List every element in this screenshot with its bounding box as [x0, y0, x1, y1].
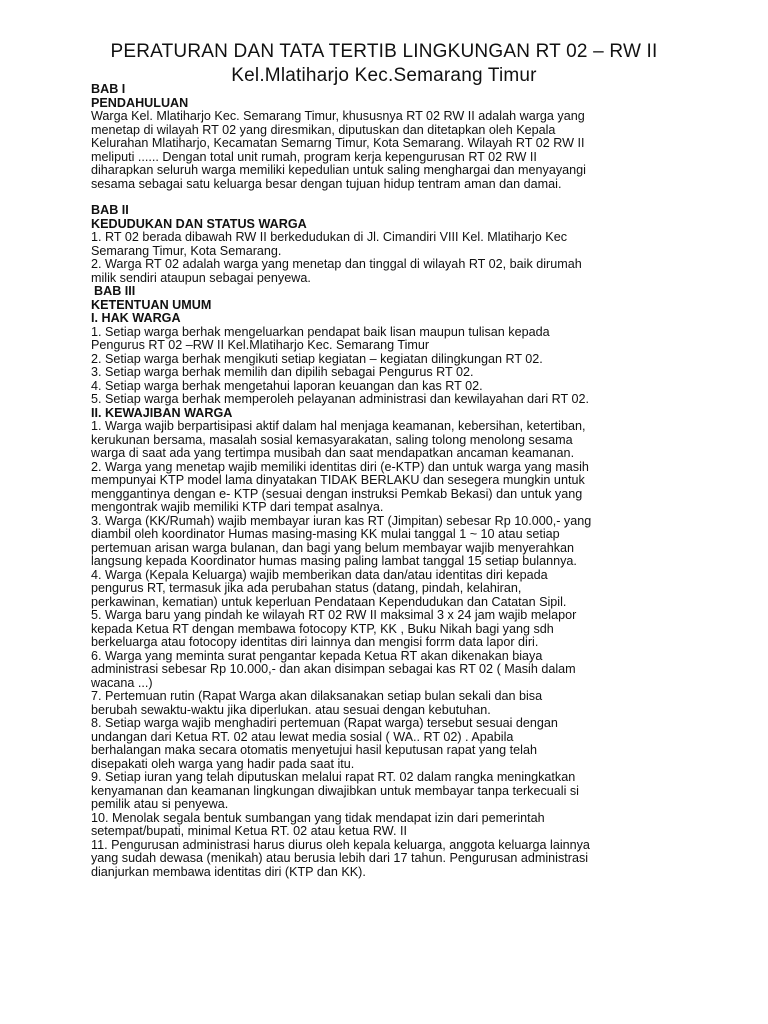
text-line: 10. Menolak segala bentuk sumbangan yang tidak mendapat izin dari pemerintah	[91, 810, 545, 825]
section-spacer	[91, 191, 711, 204]
text-line: yang sudah dewasa (menikah) atau berusia lebih dari 17 tahun. Pengurusan administrasi	[91, 851, 589, 865]
text-line: 11. Pengurusan administrasi harus diurus oleh kepala keluarga, anggota keluarga lainnya	[91, 837, 590, 852]
kewajiban-warga-heading: II. KEWAJIBAN WARGA	[91, 405, 233, 420]
text-line: 2. Warga yang menetap wajib memiliki identitas diri (e-KTP) dan untuk warga yang masih	[91, 459, 589, 474]
text-line: 1. Warga wajib berpartisipasi aktif dalam hal menjaga keamanan, kebersihan, ketertiban,	[91, 419, 586, 433]
kewajiban-warga-text	[91, 420, 711, 879]
bab-3-subheading: KETENTUAN UMUM	[91, 297, 212, 312]
bab-2-text	[91, 231, 711, 285]
text-line: meliputi ...... Dengan total unit rumah, program kerja kepengurusan RT 02 RW II	[91, 149, 537, 164]
text-line: warga di saat ada yang tertimpa musibah dan saat mendapatkan ancaman keamanan.	[91, 446, 575, 460]
text-line: 1. Setiap warga berhak mengeluarkan pendapat baik lisan maupun tulisan kepada	[91, 324, 550, 339]
text-line: Warga Kel. Mlatiharjo Kec. Semarang Timur, khususnya RT 02 RW II adalah warga yang	[91, 109, 585, 123]
text-line: perkawinan, kematian) untuk keperluan Pendataan Kependudukan dan Catatan Sipil.	[91, 594, 567, 609]
text-line: setempat/bupati, minimal Ketua RT. 02 atau ketua RW. II	[91, 824, 407, 838]
text-line: pemilik atau si penyewa.	[91, 797, 229, 811]
text-line: menetap di wilayah RT 02 yang diresmikan, diputuskan dan ditetapkan oleh Kepala	[91, 122, 556, 137]
text-line: disepakati oleh warga yang hadir pada saat itu.	[91, 756, 355, 771]
text-line: mempunyai KTP model lama dinyatakan TIDAK BERLAKU dan sesegera mungkin untuk	[91, 473, 585, 487]
text-line: 2. Warga RT 02 adalah warga yang menetap dan tinggal di wilayah RT 02, baik dirumah	[91, 257, 582, 271]
bab-1-subheading: PENDAHULUAN	[91, 95, 189, 110]
text-line: 5. Warga baru yang pindah ke wilayah RT 02 RW II maksimal 3 x 24 jam wajib melapor	[91, 608, 577, 622]
text-line: kerukunan bersama, masalah sosial kemasyarakatan, saling tolong menolong sesama	[91, 432, 573, 447]
text-line: menggantinya dengan e- KTP (sesuai dengan instruksi Pemkab Bekasi) dan untuk yang	[91, 486, 583, 501]
bab-2-subheading: KEDUDUKAN DAN STATUS WARGA	[91, 216, 307, 231]
text-line: Semarang Timur, Kota Semarang.	[91, 243, 282, 258]
text-line: dianjurkan membawa identitas diri (KTP dan KK).	[91, 864, 366, 879]
text-line: pertemuan arisan warga bulanan, dan bagi yang belum membayar wajib menyerahkan	[91, 540, 575, 555]
text-line: berubah sewaktu-waktu jika diperlukan. atau sesuai dengan kebutuhan.	[91, 702, 491, 717]
text-line: 8. Setiap warga wajib menghadiri pertemuan (Rapat warga) tersebut sesuai dengan	[91, 716, 558, 730]
bab-1-text	[91, 110, 711, 191]
text-line: 3. Setiap warga berhak memilih dan dipilih sebagai Pengurus RT 02.	[91, 365, 474, 379]
text-line: undangan dari Ketua RT. 02 atau lewat media sosial ( WA.. RT 02) . Apabila	[91, 729, 514, 744]
bab-2-section	[91, 204, 711, 285]
text-line: Kelurahan Mlatiharjo, Kecamatan Semarng Timur, Kota Semarang. Wilayah RT 02 RW II	[91, 136, 585, 150]
text-line: diambil oleh koordinator Humas masing-masing KK mulai tanggal 1 ~ 10 atau setiap	[91, 527, 560, 541]
text-line: 3. Warga (KK/Rumah) wajib membayar iuran kas RT (Jimpitan) sebesar Rp 10.000,- yang	[91, 513, 592, 528]
text-line: sesama sebagai satu keluarga besar dengan tujuan hidup tentram aman dan damai.	[91, 176, 562, 191]
text-line: mengontrak wajib memiliki KTP dari tempat asalnya.	[91, 500, 384, 514]
bab-1-heading: BAB I	[91, 82, 126, 96]
text-line: 7. Pertemuan rutin (Rapat Warga akan dilaksanakan setiap bulan sekali dan bisa	[91, 689, 543, 703]
text-line: 2. Setiap warga berhak mengikuti setiap kegiatan – kegiatan dilingkungan RT 02.	[91, 351, 543, 366]
hak-warga-heading: I. HAK WARGA	[91, 311, 181, 325]
text-line: 1. RT 02 berada dibawah RW II berkedudukan di Jl. Cimandiri VIII Kel. Mlatiharjo Kec	[91, 230, 568, 244]
document-title	[0, 40, 768, 88]
text-line: berkeluarga atau fotocopy identitas diri lainnya dan mengisi forrm data lapor diri.	[91, 635, 539, 649]
title-line-1: PERATURAN DAN TATA TERTIB LINGKUNGAN RT 02 – RW II	[110, 41, 658, 62]
text-line: administrasi sebesar Rp 10.000,- dan akan disimpan sebagai kas RT 02 ( Masih dalam	[91, 662, 576, 676]
text-line: wacana ...)	[91, 675, 153, 690]
bab-2-heading: BAB II	[91, 203, 129, 217]
text-line: milik sendiri ataupun sebagai penyewa.	[91, 270, 311, 285]
text-line: 4. Setiap warga berhak mengetahui laporan keuangan dan kas RT 02.	[91, 378, 483, 393]
text-line: langsung kepada Koordinator humas masing paling lambat tanggal 15 setiap bulannya.	[91, 554, 577, 568]
text-line: 4. Warga (Kepala Keluarga) wajib memberikan data dan/atau identitas diri kepada	[91, 567, 548, 582]
text-line: diharapkan seluruh warga memiliki kepedulian untuk saling menghargai dan menyayangi	[91, 163, 586, 177]
text-line: Pengurus RT 02 –RW II Kel.Mlatiharjo Kec. Semarang Timur	[91, 338, 430, 352]
text-line: kepada Ketua RT dengan membawa fotocopy KTP, KK , Buku Nikah bagi yang sdh	[91, 621, 554, 636]
bab-3-section	[91, 285, 711, 879]
bab-1-section	[91, 83, 711, 191]
text-line: kenyamanan dan keamanan lingkungan diwajibkan untuk membayar tanpa terkecuali si	[91, 783, 579, 798]
text-line: berhalangan maka secara otomatis menyetujui hasil keputusan rapat yang telah	[91, 743, 537, 757]
hak-warga-text	[91, 326, 711, 407]
bab-3-heading: BAB III	[94, 284, 136, 298]
text-line: pengurus RT, termasuk jika ada perubahan status (datang, pindah, kelahiran,	[91, 581, 522, 595]
text-line: 6. Warga yang meminta surat pengantar kepada Ketua RT akan dikenakan biaya	[91, 648, 543, 663]
document-body	[91, 83, 711, 879]
text-line: 9. Setiap iuran yang telah diputuskan melalui rapat RT. 02 dalam rangka meningkatkan	[91, 770, 576, 784]
text-line: 5. Setiap warga berhak memperoleh pelayanan administrasi dan kewilayahan dari RT 02.	[91, 392, 589, 406]
title-line-2: Kel.Mlatiharjo Kec.Semarang Timur	[231, 65, 537, 86]
